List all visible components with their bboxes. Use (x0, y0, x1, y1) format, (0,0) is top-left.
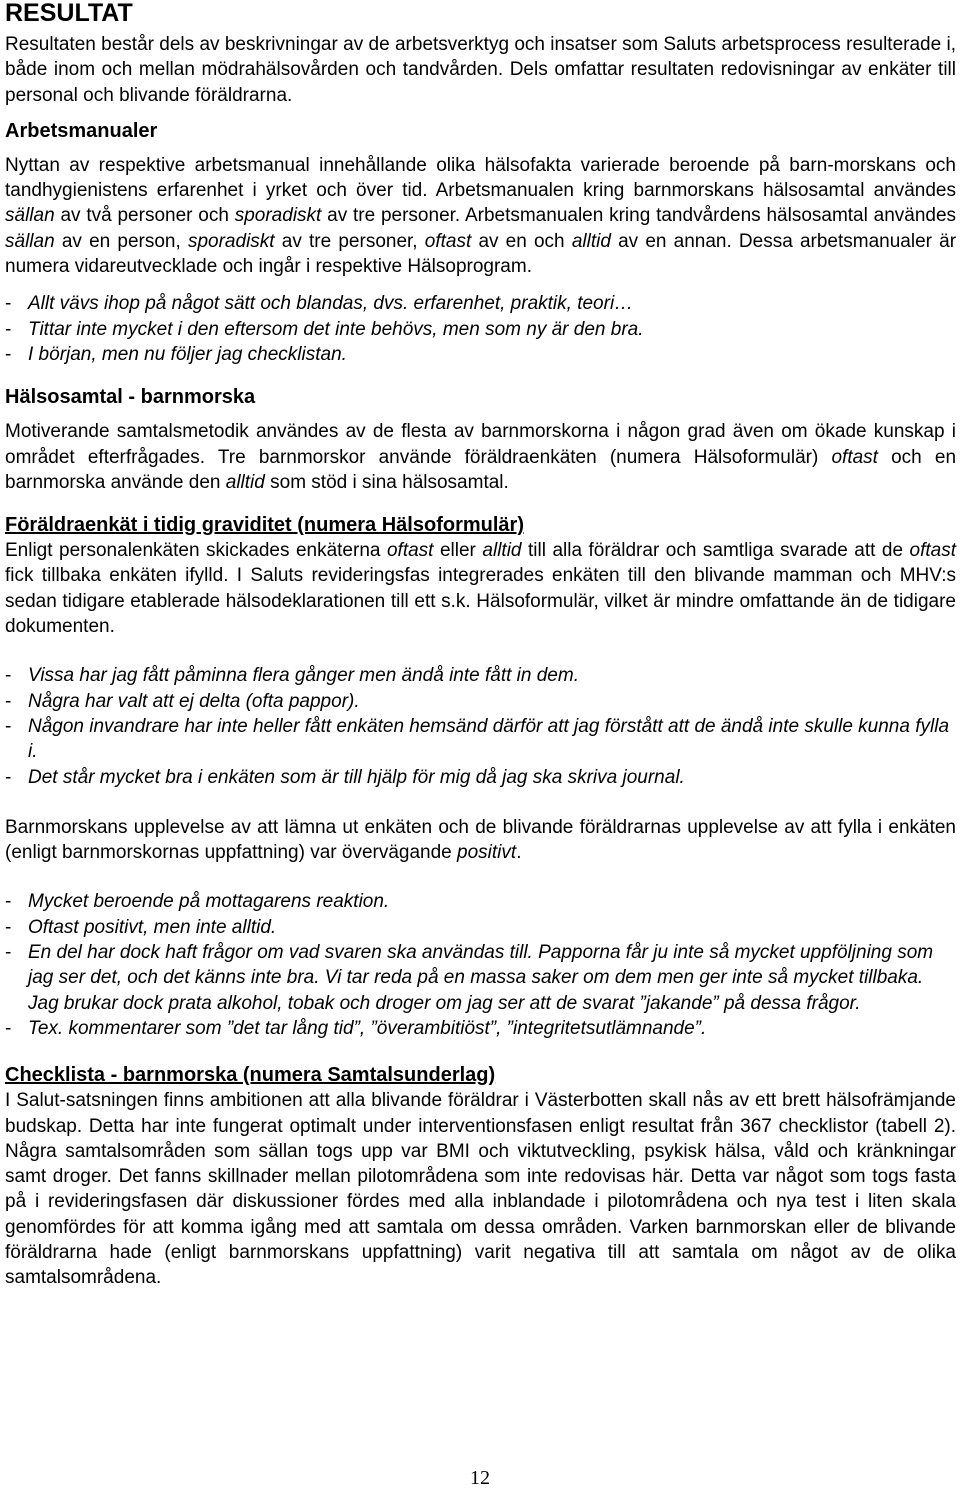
quote-item: - I början, men nu följer jag checklistan. (5, 343, 347, 365)
page-title: RESULTAT (5, 0, 133, 27)
quote-item: - Tex. kommentarer som ”det tar lång tid”, ”överambitiöst”, ”integritetsutlämnande”. (5, 1017, 707, 1039)
upplevelse-quotes (5, 889, 956, 1041)
foraldraenkat-paragraph: Enligt personalenkäten skickades enkäterna oftast eller alltid till alla föräldrar och samtliga svarade att de oftast fick tillbaka enkäten ifylld. I Saluts revideringsfas integrerades enkäten till den blivande mamman och MHV:s sedan tidigare etablerade hälsodeklarationen till ett s.k. Hälsoformulär, vilket är mindre omfattande än de tidigare dokumenten. (5, 540, 957, 638)
intro-paragraph: Resultaten består dels av beskrivningar av de arbetsverktyg och insatser som Saluts arbetsprocess resulterade i, både inom och mellan mödrahälsovården och tandvården. Dels omfattar resultaten redovisningar av enkäter till personal och blivande föräldrarna. (5, 34, 956, 106)
quote-item: - Oftast positivt, men inte alltid. (5, 916, 277, 938)
page-number: 12 (470, 1467, 490, 1489)
quote-item: - Tittar inte mycket i den eftersom det inte behövs, men som ny är den bra. (5, 318, 644, 340)
halsosamtal-paragraph: Motiverande samtalsmetodik användes av de flesta av barnmorskorna i någon grad även om ökade kunskap i området efterfrågades. Tre barnmorskor använde föräldraenkäten (numera Hälsoformulär) oftast och en barnmorska använde den alltid som stöd i sina hälsosamtal. (5, 421, 957, 493)
document-page (5, 0, 956, 1291)
arbetsmanualer-quotes (5, 291, 956, 367)
quote-item: - Mycket beroende på mottagarens reaktion. (5, 891, 390, 913)
foraldraenkat-heading: Föräldraenkät i tidig graviditet (numera Hälsoformulär) (5, 514, 524, 537)
foraldraenkat-quotes (5, 663, 956, 789)
quote-item: - Det står mycket bra i enkäten som är till hjälp för mig då jag ska skriva journal. (5, 766, 685, 788)
arbetsmanualer-heading: Arbetsmanualer (5, 119, 158, 142)
halsosamtal-heading: Hälsosamtal - barnmorska (5, 386, 256, 409)
checklista-paragraph: I Salut-satsningen finns ambitionen att alla blivande föräldrar i Västerbotten skall nås av ett brett hälsofrämjande budskap. Detta har inte fungerat optimalt under interventionsfasen enligt resultat från 367 checklistor (tabell 2). Några samtalsområden som sällan togs upp var BMI och viktutveckling, psykisk hälsa, våld och kränkningar samt droger. Det fanns skillnader mellan pilotområdena som inte redovisas här. Detta var något som togs fasta på i revideringsfasen där diskussioner fördes med alla inblandade i pilotområdena och nya test i liten skala genomfördes för att komma igång med att samtala om dessa områden. Varken barnmorskan eller de blivande föräldrarna hade (enligt barnmorskans uppfattning) varit negativa till att samtala om något av de olika samtalsområdena. (5, 1090, 956, 1289)
upplevelse-paragraph: Barnmorskans upplevelse av att lämna ut enkäten och de blivande föräldrarnas upplevelse av att fylla i enkäten (enligt barnmorskornas uppfattning) var övervägande positivt. (5, 816, 956, 864)
quote-item: - En del har dock haft frågor om vad svaren ska användas till. Papporna får ju inte så mycket uppföljning som jag ser det, och det känns inte bra. Vi tar reda på en massa saker om dem men ger inte så mycket tillbaka. Jag brukar dock prata alkohol, tobak och droger om jag ser att de svarat ”jakande” på dessa frågor. (5, 942, 934, 1014)
quote-item: - Vissa har jag fått påminna flera gånger men ändå inte fått in dem. (5, 665, 579, 687)
checklista-heading: Checklista - barnmorska (numera Samtalsunderlag) (5, 1064, 496, 1087)
quote-item: - Allt vävs ihop på något sätt och blandas, dvs. erfarenhet, praktik, teori… (5, 293, 634, 315)
quote-item: - Några har valt att ej delta (ofta pappor). (5, 690, 360, 712)
arbetsmanualer-paragraph: Nyttan av respektive arbetsmanual innehållande olika hälsofakta varierade beroende på barn-morskans och tandhygienistens erfarenhet i yrket och över tid. Arbetsmanualen kring barnmorskans hälsosamtal användes sällan av två personer och sporadiskt av tre personer. Arbetsmanualen kring tandvårdens hälsosamtal användes sällan av en person, sporadiskt av tre personer, oftast av en och alltid av en annan. Dessa arbetsmanualer är numera vidareutvecklade och ingår i respektive Hälsoprogram. (5, 154, 957, 278)
quote-item: - Någon invandrare har inte heller fått enkäten hemsänd därför att jag förstått att de ändå inte skulle kunna fylla i. (5, 715, 950, 763)
